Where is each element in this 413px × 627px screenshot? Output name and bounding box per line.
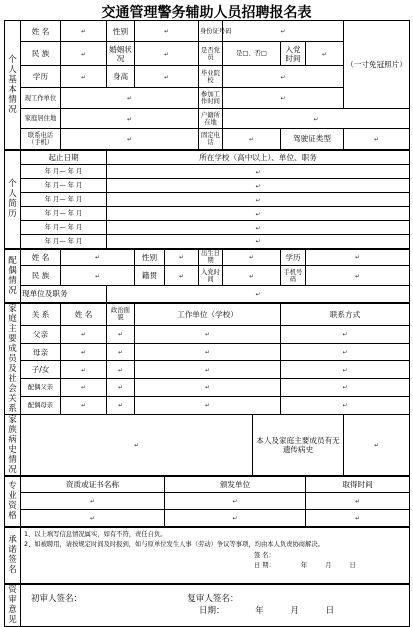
paragraph-mark: ↵ [355,514,361,522]
paragraph-mark: ↵ [204,331,211,339]
paragraph-mark: ↵ [280,73,286,81]
fixed-phone-field[interactable] [223,129,281,150]
paragraph-mark: ↵ [248,272,255,280]
family-work-1[interactable] [135,326,281,344]
join-time-field[interactable] [306,42,344,66]
paragraph-mark: ↵ [255,238,261,246]
spouse-job-label: 现单位及职务 [21,286,107,303]
resume-entry-6[interactable] [107,235,410,249]
quals-section-label: 专业资格 [5,476,21,527]
resume-date-1[interactable]: 年 月— 年 月 [21,165,107,179]
work-unit-label: 现工作单位 [21,88,61,109]
family-work-2[interactable] [135,343,281,361]
spouse-ethnicity-label: 民 族 [21,266,61,286]
paragraph-mark: ↵ [163,28,170,35]
quals-issuer-2[interactable] [165,510,306,527]
paragraph-mark: ↵ [255,196,261,204]
paragraph-mark: ↵ [313,115,319,123]
registration-form [4,20,409,626]
family-political-1[interactable] [107,326,135,344]
resume-entry-4[interactable] [107,207,410,221]
paragraph-mark: ↵ [178,272,185,280]
spouse-job-field[interactable] [107,286,410,303]
family-rel-4: 配偶父亲 [21,379,61,397]
paragraph-mark: ↵ [355,272,361,280]
party-checkbox[interactable]: 是□、否□ [223,42,281,66]
family-name-5[interactable] [61,396,107,414]
paragraph-mark: ↵ [342,331,348,339]
form-title: 交通管理警务辅助人员招聘报名表 [101,5,312,21]
paragraph-mark: ↵ [204,402,211,410]
quals-issuer-1[interactable] [165,493,306,510]
family-contact-header: 联系方式 [281,303,410,326]
paragraph-mark: ↵ [255,182,261,190]
paragraph-mark: ↵ [163,50,170,58]
paragraph-mark: ↵ [232,514,238,522]
paragraph-mark: ↵ [117,402,124,410]
paragraph-mark: ↵ [342,366,348,374]
second-review-label: 复审人签名： [187,594,239,605]
pledge-day: 日 [349,561,356,569]
paragraph-mark: ↵ [94,272,101,280]
review-date-label: 日期： [199,606,225,617]
work-time-label: 参加工作时间 [199,88,223,109]
paragraph-mark: ↵ [248,135,255,143]
paragraph-mark: ↵ [80,50,87,58]
illness-question: 本人及家庭主要成员有无遗传病史 [253,414,344,476]
marital-field[interactable] [135,42,199,66]
resume-entry-1[interactable] [107,165,410,179]
party-label: 是否党员 [199,42,223,66]
form-table [4,20,410,627]
resume-date-6[interactable]: 年 月— 年 月 [21,235,107,249]
paragraph-mark: ↵ [204,384,211,392]
paragraph-mark: ↵ [80,73,87,81]
family-section-label: 家庭主要成员及社会关系 [5,303,21,415]
hukou-field[interactable] [223,109,410,129]
gender-field[interactable] [135,21,199,42]
paragraph-mark: ↵ [355,498,361,505]
paragraph-mark: ↵ [117,366,124,374]
resume-school-header: 所在学校（高中以上）、单位、职务 [107,150,410,165]
residence-field[interactable] [61,109,199,129]
family-political-5[interactable] [107,396,135,414]
paragraph-mark: ↵ [117,349,124,357]
quals-time-header: 取得时间 [306,476,410,493]
quals-cert-1[interactable] [21,493,165,510]
height-label: 身高 [107,66,135,88]
resume-date-2[interactable]: 年 月— 年 月 [21,179,107,193]
contact-label: 联系电话（手机） [21,129,61,150]
paragraph-mark: ↵ [133,441,140,449]
review-month: 月 [290,606,299,617]
spouse-party-label: 入党时间 [199,266,223,286]
family-name-1[interactable] [61,326,107,344]
review-section-label: 资审意见 [5,584,21,627]
hukou-label: 户籍所在地 [199,109,223,129]
quals-time-1[interactable] [306,493,410,510]
contact-field[interactable] [61,129,199,150]
paragraph-mark: ↵ [117,384,124,392]
paragraph-mark: ↵ [374,441,380,449]
paragraph-mark: ↵ [280,95,286,102]
pledge-line-1: 1、以上填写信息情况属实，如有不符，责任自负。 [24,530,167,538]
family-political-header: 政治面貌 [107,303,135,326]
ethnicity-label: 民 族 [21,42,61,66]
illness-section-label: 家族病史情况 [5,414,21,476]
paragraph-mark: ↵ [355,254,361,262]
pledge-section-label: 承诺签名 [5,527,21,584]
ethnicity-field[interactable] [61,42,107,66]
pledge-body [21,527,410,584]
resume-entry-5[interactable] [107,221,410,235]
work-time-field[interactable] [223,88,344,109]
review-body [21,584,410,627]
resume-entry-3[interactable] [107,193,410,207]
illness-answer-field[interactable] [344,414,410,476]
license-label: 驾驶证类型 [281,129,344,150]
spouse-origin-field[interactable] [165,266,199,286]
paragraph-mark: ↵ [80,402,87,410]
paragraph-mark: ↵ [204,366,211,374]
fixed-phone-label: 固定电话 [199,129,223,150]
family-contact-1[interactable] [281,326,410,344]
paragraph-mark: ↵ [80,28,87,35]
family-rel-header: 关 系 [21,303,61,326]
gender-label: 性别 [107,21,135,42]
pledge-year: 年 [300,561,308,569]
family-political-4[interactable] [107,379,135,397]
paragraph-mark: ↵ [126,135,133,143]
paragraph-mark: ↵ [80,331,87,339]
paragraph-mark: ↵ [374,135,380,143]
paragraph-mark: ↵ [342,349,348,357]
paragraph-mark: ↵ [255,210,261,218]
family-contact-5[interactable] [281,396,410,414]
personal-section-label: 个人基本情况 [5,21,21,150]
spouse-phone-field[interactable] [306,266,410,286]
family-work-4[interactable] [135,379,281,397]
marital-label: 婚姻状况 [107,42,135,66]
family-political-3[interactable] [107,361,135,379]
spouse-origin-label: 籍贯 [135,266,165,286]
license-field[interactable] [344,129,410,150]
spouse-phone-label: 手机号码 [281,266,306,286]
spouse-edu-field[interactable] [306,249,410,266]
resume-entry-2[interactable] [107,179,410,193]
spouse-party-field[interactable] [223,266,281,286]
education-label: 学历 [21,66,61,88]
family-rel-1: 父亲 [21,326,61,344]
spouse-birth-field[interactable] [223,249,281,266]
family-rel-2: 母亲 [21,343,61,361]
illness-left-field[interactable] [21,414,253,476]
family-contact-3[interactable] [281,361,410,379]
paragraph-mark: ↵ [255,224,261,232]
paragraph-mark: ↵ [204,349,211,357]
family-rel-5: 配偶母亲 [21,396,61,414]
paragraph-mark: ↵ [342,402,348,410]
paragraph-mark: ↵ [89,514,96,522]
education-field[interactable] [61,66,107,88]
family-work-5[interactable] [135,396,281,414]
family-name-4[interactable] [61,379,107,397]
resume-date-4[interactable]: 年 月— 年 月 [21,207,107,221]
paragraph-mark: ↵ [80,384,87,392]
paragraph-mark: ↵ [248,254,255,262]
paragraph-mark: ↵ [232,498,238,505]
spouse-gender-field[interactable] [165,249,199,266]
resume-section-label: 个人简历 [5,150,21,249]
school-label: 毕业院校 [199,66,223,88]
residence-label: 家庭居住地 [21,109,61,129]
pledge-date-label: 日 期： [254,561,275,569]
school-field[interactable] [223,66,344,88]
name-field[interactable] [61,21,107,42]
quals-cert-2[interactable] [21,510,165,527]
paragraph-mark: ↵ [280,28,286,35]
family-contact-2[interactable] [281,343,410,361]
family-name-3[interactable] [61,361,107,379]
paragraph-mark: ↵ [126,95,133,102]
paragraph-mark: ↵ [94,254,101,262]
quals-time-2[interactable] [306,510,410,527]
join-time-label: 入党时间 [281,42,306,66]
resume-date-header: 起止日期 [21,150,107,165]
family-contact-4[interactable] [281,379,410,397]
resume-date-3[interactable]: 年 月— 年 月 [21,193,107,207]
family-name-2[interactable] [61,343,107,361]
id-no-label: 身份证号码 [199,21,223,42]
pledge-line-2: 2、如被聘用，请按规定时间及时报到，如与原单位发生人事（劳动）争议等事项，均由本人负责协商解决。 [24,540,324,548]
paragraph-mark: ↵ [163,73,170,81]
paragraph-mark: ↵ [342,384,348,392]
paragraph-mark: ↵ [126,115,133,123]
pledge-sign-label: 签 名： [254,551,275,559]
paragraph-mark: ↵ [117,331,124,339]
family-work-header: 工作单位（学校） [135,303,281,326]
photo-box[interactable]: （一寸免冠照片） [344,21,410,109]
height-field[interactable] [135,66,199,88]
quals-issuer-header: 颁发单位 [165,476,306,493]
id-no-field[interactable] [223,21,344,42]
family-name-header: 姓 名 [61,303,107,326]
initial-review-label: 初审人签名： [31,594,83,605]
spouse-edu-label: 学历 [281,249,306,266]
review-year: 年 [255,606,264,617]
paragraph-mark: ↵ [80,366,87,374]
paragraph-mark: ↵ [322,50,328,58]
resume-date-5[interactable]: 年 月— 年 月 [21,221,107,235]
pledge-month: 月 [325,561,332,569]
spouse-name-field[interactable] [61,249,135,266]
paragraph-mark: ↵ [255,168,261,176]
family-political-2[interactable] [107,343,135,361]
review-day: 日 [325,606,335,617]
quals-cert-header: 资质或证书名称 [21,476,165,493]
work-unit-field[interactable] [61,88,199,109]
spouse-section-label: 配偶情况 [5,249,21,303]
spouse-ethnicity-field[interactable] [61,266,135,286]
paragraph-mark: ↵ [80,349,87,357]
family-work-3[interactable] [135,361,281,379]
paragraph-mark: ↵ [89,498,96,505]
name-label: 姓 名 [21,21,61,42]
spouse-gender-label: 性别 [135,249,165,266]
paragraph-mark: ↵ [178,254,185,262]
spouse-birth-label: 出生日期 [199,249,223,266]
spouse-name-label: 姓 名 [21,249,61,266]
family-rel-3: 子/女 [21,361,61,379]
paragraph-mark: ↵ [255,290,261,298]
